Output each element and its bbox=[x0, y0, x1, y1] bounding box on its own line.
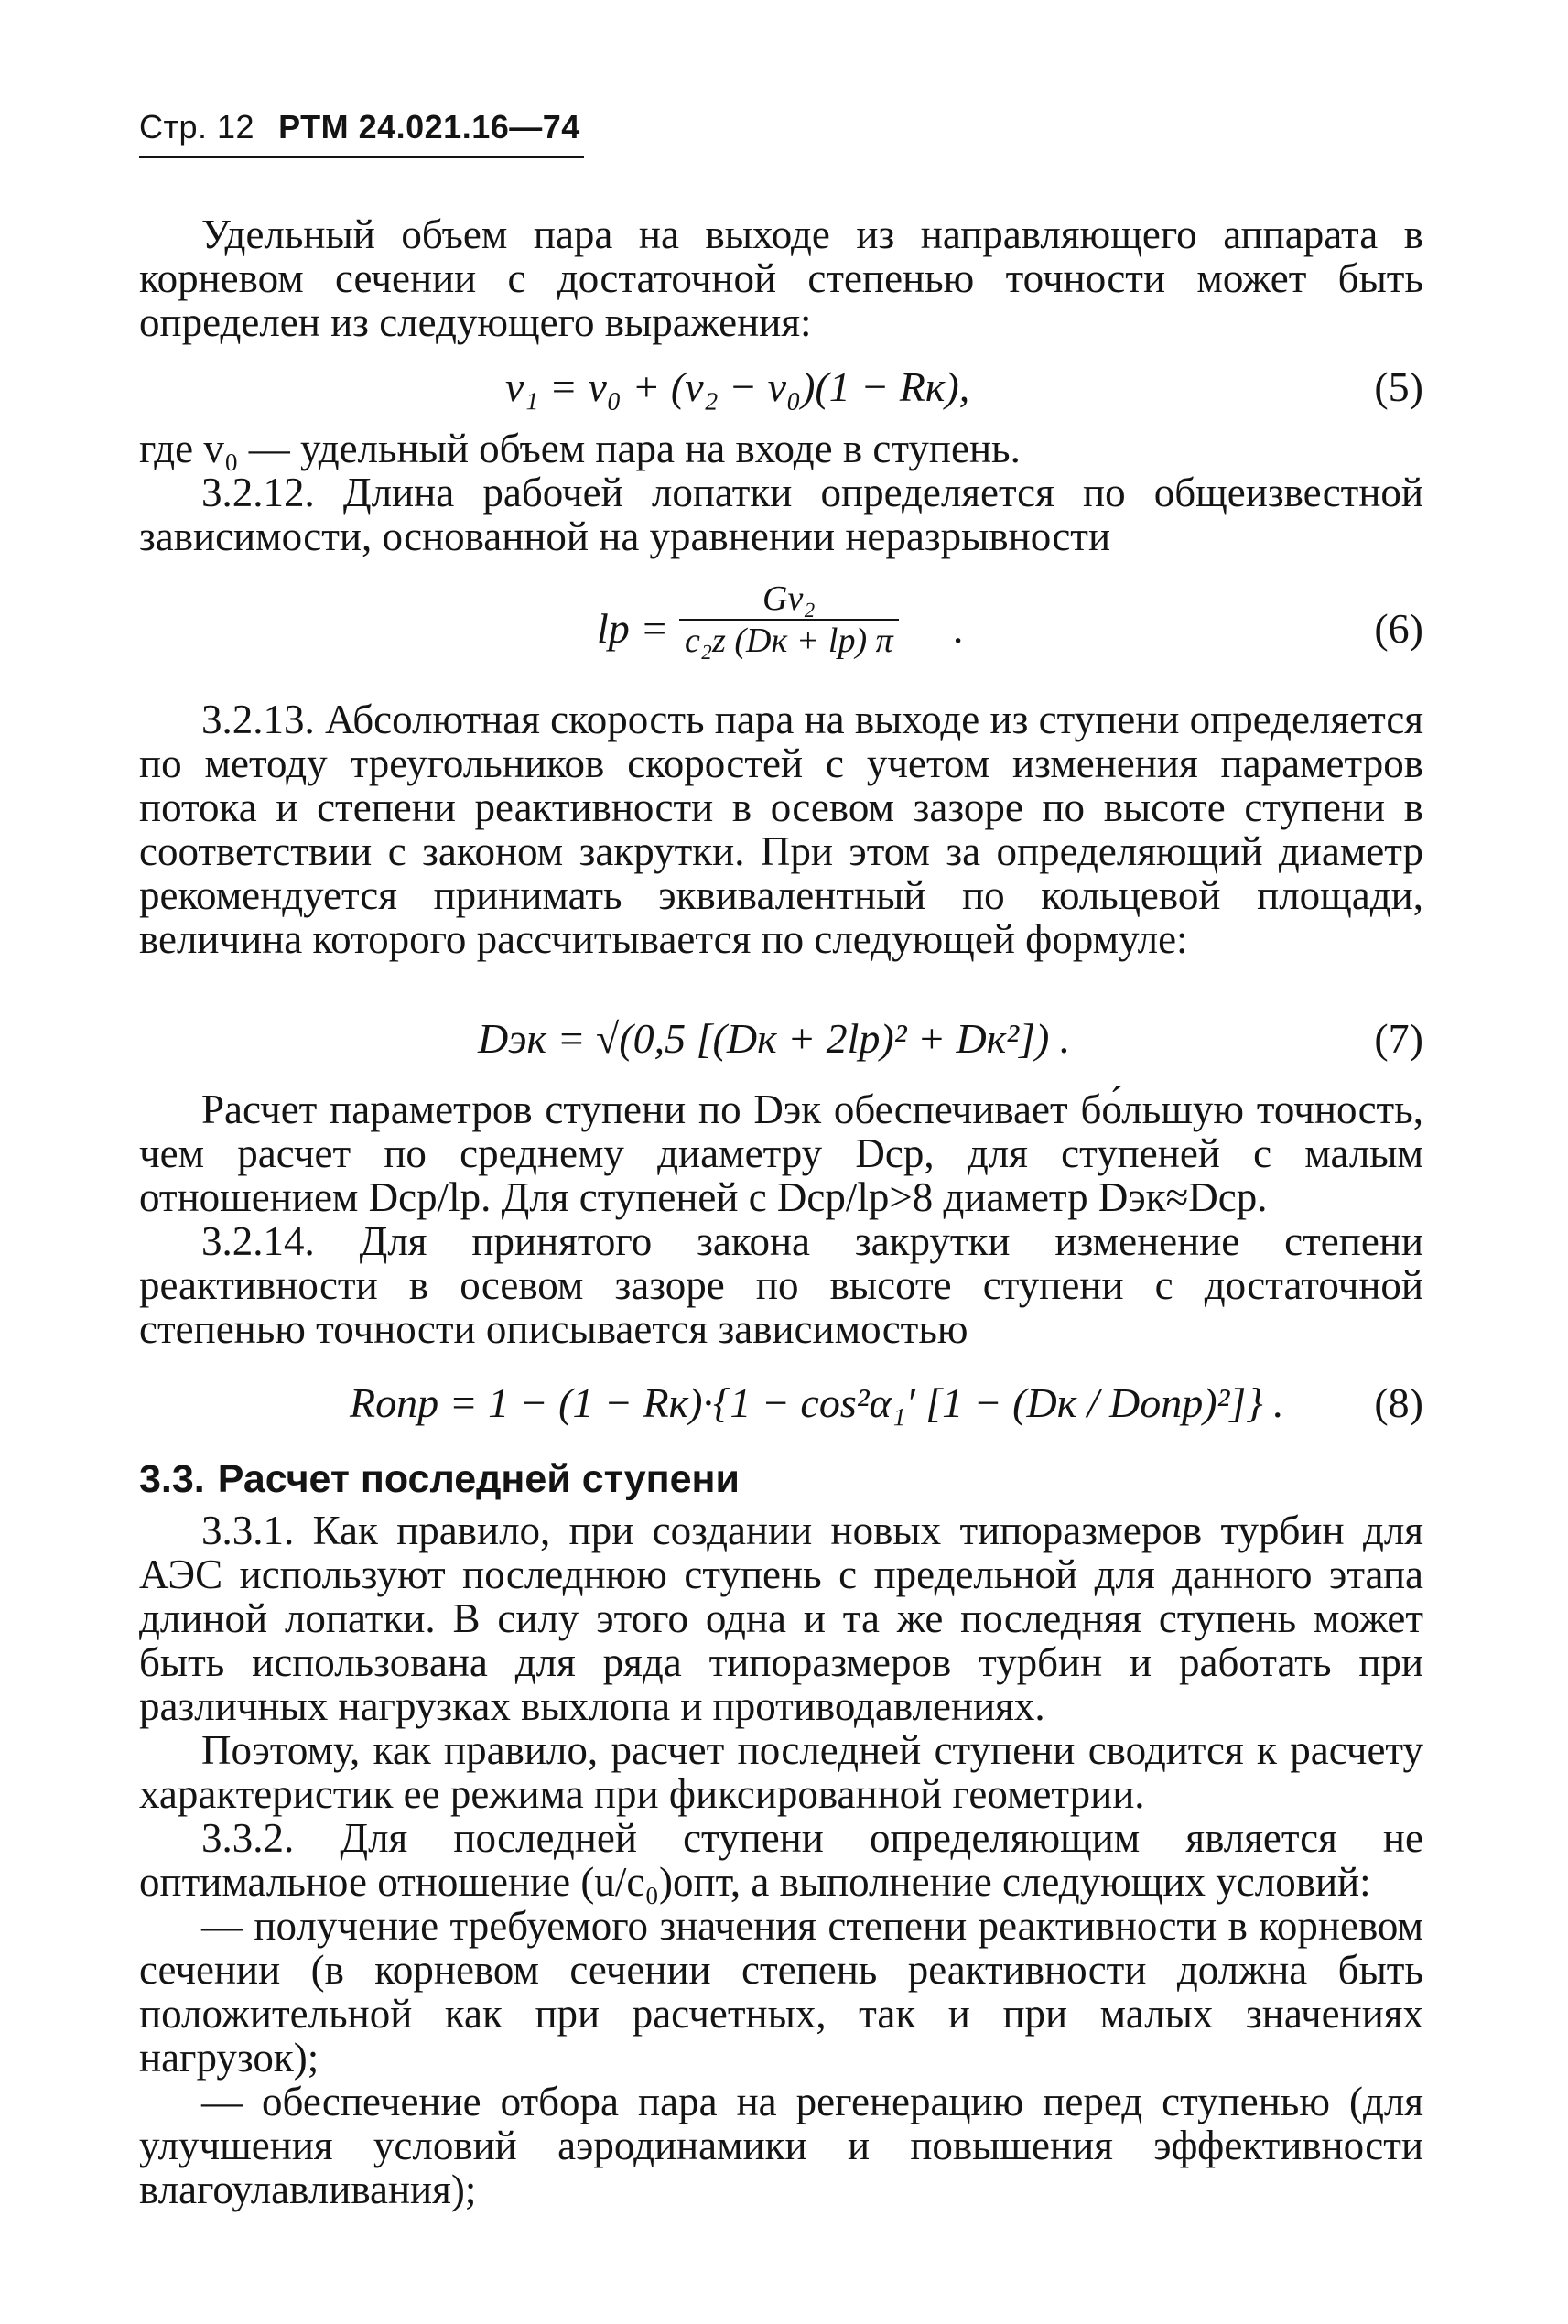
equation-5-formula: v₁ = v₀ + (v₂ − v₀)(1 − Rк), bbox=[505, 363, 970, 410]
equation-8-formula: Rопр = 1 − (1 − Rк)·{1 − cos²α₁′ [1 − (Dк / Dопр)²]} . bbox=[350, 1379, 1284, 1426]
paragraph-where-v0: где v₀ — удельный объем пара на входе в ступень. bbox=[139, 426, 1021, 471]
text-block-3 bbox=[139, 697, 1423, 961]
section-number: 3.3. bbox=[139, 1457, 205, 1501]
text-block-5 bbox=[139, 1508, 1423, 2211]
header-rule bbox=[139, 156, 584, 158]
text-block-1 bbox=[139, 212, 1423, 344]
equation-6-tail: . bbox=[954, 605, 965, 652]
paragraph-therefore: Поэтому, как правило, расчет последней ступени сводится к расчету характеристик ее режима при фиксированной геометрии. bbox=[139, 1727, 1423, 1817]
page-header bbox=[139, 108, 580, 146]
equation-6-number: (6) bbox=[1374, 605, 1423, 652]
section-heading bbox=[139, 1457, 752, 1502]
equation-6-denominator: c₂z (Dк + lр) π bbox=[679, 619, 899, 661]
paragraph-3-2-13: 3.2.13. Абсолютная скорость пара на выходе из ступени определяется по методу треугольников скоростей с учетом изменения параметров потока и степени реактивности в осевом зазоре по высоте ступени в соответствии с законом закрутки. При этом за определяющий диаметр рекомендуется принимать эквивалентный по кольцевой площади, величина которого рассчитывается по следующей формуле: bbox=[139, 697, 1423, 962]
section-title: Расчет последней ступени bbox=[217, 1457, 740, 1501]
equation-6 bbox=[139, 578, 1423, 679]
paragraph-3-3-1: 3.3.1. Как правило, при создании новых типоразмеров турбин для АЭС используют последнюю ступень с предельной для данного этапа длиной лопатки. В силу этого одна и та же последняя ступень может быть использована для ряда типоразмеров турбин и работать при различных нагрузках выхлопа и противодавлениях. bbox=[139, 1508, 1423, 1729]
equation-5-number: (5) bbox=[1374, 363, 1423, 410]
equation-5 bbox=[139, 362, 1423, 410]
text-block-4 bbox=[139, 1087, 1423, 1351]
equation-6-lhs: lр = bbox=[597, 605, 669, 652]
equation-6-numerator: Gv₂ bbox=[762, 579, 816, 618]
equation-8 bbox=[139, 1371, 1423, 1437]
paragraph-specific-volume: Удельный объем пара на выходе из направляющего аппарата в корневом сечении с достаточной степенью точности может быть определен из следующего выражения: bbox=[139, 211, 1423, 345]
paragraph-3-2-14: 3.2.14. Для принятого закона закрутки изменение степени реактивности в осевом зазоре по высоте ступени с достаточной степенью точности описывается зависимостью bbox=[139, 1218, 1423, 1352]
equation-7-formula: Dэк = √(0,5 [(Dк + 2lр)² + Dк²]) . bbox=[478, 1015, 1071, 1062]
paragraph-condition-2: — обеспечение отбора пара на регенерацию перед ступенью (для улучшения условий аэродинамики и повышения эффективности влагоулавливания); bbox=[139, 2079, 1423, 2212]
document-id: РТМ 24.021.16—74 bbox=[278, 108, 580, 146]
equation-6-fraction bbox=[679, 578, 899, 661]
paragraph-condition-1: — получение требуемого значения степени реактивности в корневом сечении (в корневом сечении степень реактивности должна быть положительной как при расчетных, так и при малых значениях нагрузок); bbox=[139, 1903, 1423, 2081]
paragraph-3-2-12: 3.2.12. Длина рабочей лопатки определяется по общеизвестной зависимости, основанной на уравнении неразрывности bbox=[139, 470, 1423, 559]
equation-8-number: (8) bbox=[1374, 1379, 1423, 1426]
text-block-2 bbox=[139, 427, 1423, 558]
paragraph-3-3-2: 3.3.2. Для последней ступени определяющим является не оптимальное отношение (u/c₀)опт, а выполнение следующих условий: bbox=[139, 1815, 1423, 1905]
paragraph-calculation: Расчет параметров ступени по Dэк обеспечивает бо́льшую точность, чем расчет по среднему диаметру Dср, для ступеней с малым отношением Dср/lр. Для ступеней с Dср/lр>8 диаметр Dэк≈Dср. bbox=[139, 1086, 1423, 1220]
page-number: Стр. 12 bbox=[139, 108, 255, 146]
equation-7 bbox=[139, 1014, 1423, 1069]
equation-7-number: (7) bbox=[1374, 1015, 1423, 1062]
